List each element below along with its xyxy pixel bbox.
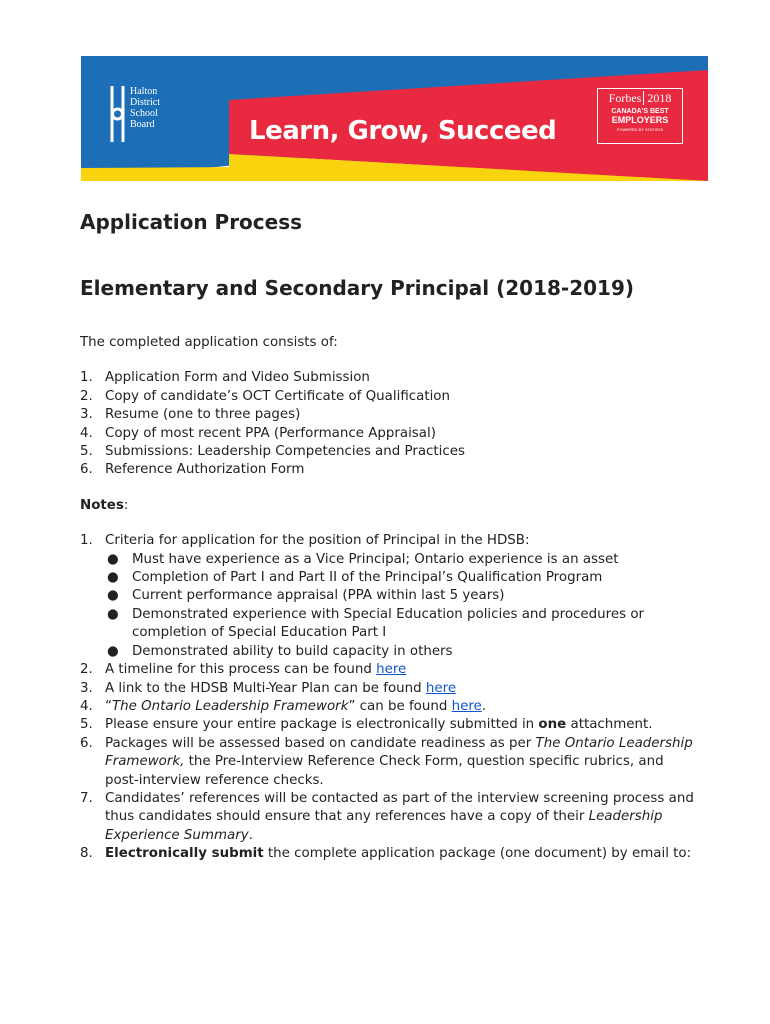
criteria-item: ● Demonstrated experience with Special Education policies and procedures or completion of Special Education Part I: [107, 606, 645, 641]
board-name-logo: Halton District School Board: [130, 86, 160, 130]
list-item: 5. Submissions: Leadership Competencies and Practices: [80, 444, 465, 460]
criteria-item: ● Completion of Part I and Part II of the Principal’s Qualification Program: [107, 570, 603, 586]
list-item: 2. Copy of candidate’s OCT Certificate of Qualification: [80, 388, 450, 404]
page-title: Application Process: [80, 210, 303, 234]
note-item: 7. Candidates’ references will be contacted as part of the interview screening process and thus candidates should ensure that any references have a copy of their Leadership Experience Summary.: [80, 790, 694, 843]
list-item: 3. Resume (one to three pages): [80, 407, 301, 423]
components-list: [80, 369, 700, 479]
notes-heading: Notes:: [80, 497, 129, 513]
note-item: 8. Electronically submit the complete application package (one document) by email to:: [80, 846, 692, 862]
forbes-award-badge: Forbes 2018 CANADA'S BEST EMPLOYERS POWERED BY STATISTA: [597, 88, 683, 144]
criteria-item: ● Must have experience as a Vice Principal; Ontario experience is an asset: [107, 551, 619, 567]
note-item: 6. Packages will be assessed based on candidate readiness as per The Ontario Leadership Framework, the Pre-Interview Reference Check Form, question specific rubrics, and post-interview reference checks.: [80, 735, 693, 788]
criteria-item: ● Demonstrated ability to build capacity in others: [107, 643, 453, 659]
timeline-link[interactable]: here: [376, 662, 407, 678]
list-item: 1. Application Form and Video Submission: [80, 370, 370, 386]
page-subtitle: Elementary and Secondary Principal (2018-2019): [80, 276, 635, 300]
list-item: 4. Copy of most recent PPA (Performance Appraisal): [80, 425, 436, 441]
note-item: 2. A timeline for this process can be found here: [80, 662, 407, 678]
document-body: [80, 334, 700, 864]
multi-year-plan-link[interactable]: here: [425, 680, 457, 696]
notes-list: [80, 532, 700, 863]
note-item: 5. Please ensure your entire package is electronically submitted in one attachment.: [80, 717, 653, 733]
note-item: 4. “The Ontario Leadership Framework” can be found here.: [80, 698, 487, 714]
list-item: 6. Reference Authorization Form: [80, 462, 305, 478]
criteria-item: ● Current performance appraisal (PPA within last 5 years): [107, 588, 505, 604]
leadership-framework-link[interactable]: here: [451, 698, 482, 714]
header-banner: [81, 56, 708, 181]
note-item: 1. Criteria for application for the position of Principal in the HDSB: ● Must have experience as a Vice Principal; Ontario experience is an asset ● Completion of Part I and Part II of the Principal’s Qualification Program ● Current performance appraisal (PPA within last 5 years) ● Demonstrated experience with Special Education policies and procedures or completion of Special Education Part I ● Demonstrated ability to build capacity in others: [80, 532, 700, 661]
intro-text: The completed application consists of:: [80, 335, 338, 350]
note-item: 3. A link to the HDSB Multi-Year Plan can be found here: [80, 680, 457, 696]
banner-slogan: Learn, Grow, Succeed: [249, 116, 557, 146]
